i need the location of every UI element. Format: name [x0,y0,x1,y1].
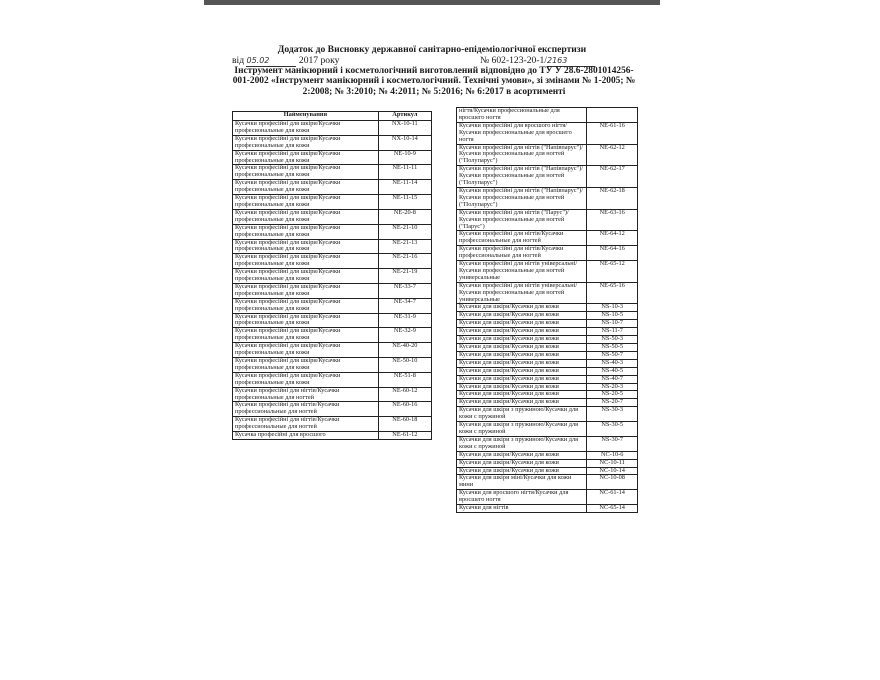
article-code-cell: NS-50-5 [587,344,638,352]
product-name-cell: Кусачки для шкіри/Кусачки для кожи [457,336,587,344]
number-handwritten: 2163 [546,56,568,65]
product-name-cell: Кусачки професійні для шкіри/Кусачки професиональные для кожи [233,313,379,328]
article-code-cell: NC-65-14 [587,505,638,513]
article-code-cell: NX-10-14 [378,135,431,150]
article-code-cell: NE-32-9 [378,328,431,343]
scan-edge-mark [204,0,660,5]
product-name-cell: Кусачки для шкіри/Кусачки для кожи [457,399,587,407]
product-name-cell: Кусачки професійні для шкіри/Кусачки професиональные для кожи [233,254,379,269]
table-body-left [233,121,432,440]
product-table-right [456,107,638,513]
article-code-cell: NE-61-12 [378,432,431,440]
article-code-cell: NE-20-8 [378,209,431,224]
product-name-cell: Кусачки професійні для шкіри/Кусачки професиональные для кожи [233,209,379,224]
product-name-cell: Кусачки професійні для нігтів ("Напівпарус")/Кусачки профессиональные для ногтей ("Полупарус") [457,144,587,166]
product-name-cell: Кусачки професійні для нігтів/Кусачки профессиональные для ногтей [233,417,379,432]
product-name-cell: Кусачки професійні для шкіри/Кусачки професиональные для кожи [233,328,379,343]
product-name-cell: Кусачки для шкіри/Кусачки для кожи [457,304,587,312]
article-code-cell: NS-20-3 [587,383,638,391]
article-code-cell: NE-21-10 [378,224,431,239]
table-row [233,195,432,210]
article-code-cell: NE-33-7 [378,283,431,298]
article-code-cell: NE-63-16 [587,209,638,231]
article-code-cell: NS-20-5 [587,391,638,399]
article-code-cell: NE-60-16 [378,402,431,417]
table-row [233,417,432,432]
product-name-cell: Кусачки для шкіри міні/Кусачки для кожи мини [457,475,587,490]
product-name-cell: Кусачка професійні для вросшого [233,432,379,440]
article-code-cell: NE-31-9 [378,313,431,328]
product-name-cell: Кусачки професійні для нігтів/Кусачки профессиональные для ногтей [233,402,379,417]
table-row [457,231,638,246]
article-code-cell: NE-64-12 [587,231,638,246]
table-row [233,150,432,165]
product-name-cell: Кусачки професійні для нігтів/Кусачки профессиональные для ногтей [457,246,587,261]
document-header [232,44,632,55]
article-code-cell: NE-60-12 [378,387,431,402]
date-year: 2017 року [298,55,340,66]
product-name-cell: Кусачки для шкіри/Кусачки для кожи [457,367,587,375]
column-header-code: Артикул [378,112,431,121]
article-code-cell: NE-10-9 [378,150,431,165]
article-code-cell: NE-64-16 [587,246,638,261]
product-name-cell: Кусачки для шкіри/Кусачки для кожи [457,328,587,336]
document-subtitle: Інструмент манікюрний і косметологічний виготовлений відповідно до ТУ У 28.6-2801014256-001-2002 «Інструмент манікюрний і косметологічний. Технічні умови», зі змінами № 1-2005; № 2:2008; № 3:2010; № 4:2011; № 5:2016; № 6:2017 в асортименті [232,66,636,97]
article-code-cell: NC-10-08 [587,475,638,490]
article-code-cell: NE-60-18 [378,417,431,432]
table-row [457,475,638,490]
document-title: Додаток до Висновку державної санітарно-епідеміологічної експертизи [277,44,587,55]
article-code-cell: NS-50-7 [587,351,638,359]
article-code-cell: NE-62-18 [587,187,638,209]
product-name-cell: Кусачки для шкіри/Кусачки для кожи [457,459,587,467]
product-name-cell: Кусачки професійні для шкіри/Кусачки професиональные для кожи [233,180,379,195]
product-name-cell: Кусачки професійні для шкіри/Кусачки професиональные для кожи [233,298,379,313]
article-code-cell: NS-11-7 [587,328,638,336]
table-row [233,224,432,239]
article-code-cell: NS-10-5 [587,312,638,320]
article-code-cell: NS-20-7 [587,399,638,407]
table-row [457,436,638,451]
article-code-cell: NE-62-12 [587,144,638,166]
article-code-cell: NE-40-20 [378,343,431,358]
table-row [233,209,432,224]
table-row [233,135,432,150]
table-row [457,282,638,304]
article-code-cell: NE-21-13 [378,239,431,254]
article-code-cell: NE-51-8 [378,372,431,387]
product-name-cell: Кусачки професійні для шкіри/Кусачки професиональные для кожи [233,165,379,180]
article-code-cell: NE-50-10 [378,358,431,373]
article-code-cell: NE-65-12 [587,261,638,283]
product-name-cell: Кусачки для вросшого нігтя/Кусачки для вросшего ногтя [457,490,587,505]
table-row [233,343,432,358]
product-name-cell: Кусачки для шкіри/Кусачки для кожи [457,383,587,391]
article-code-cell: NS-40-7 [587,375,638,383]
article-code-cell: NE-21-16 [378,254,431,269]
article-code-cell: NE-62-17 [587,166,638,188]
article-code-cell: NS-30-7 [587,436,638,451]
product-name-cell: Кусачки для шкіри/Кусачки для кожи [457,375,587,383]
product-name-cell: Кусачки для шкіри з пружиною/Кусачки для кожи с пружиной [457,422,587,437]
table-row [457,209,638,231]
product-name-cell: Кусачки для шкіри/Кусачки для кожи [457,344,587,352]
product-name-cell: Кусачки професійні для шкіри/Кусачки професиональные для кожи [233,372,379,387]
article-code-cell: NS-40-3 [587,359,638,367]
number-prefix: № 602-123-20-1/ [480,55,547,66]
product-name-cell: нігтя/Кусачки профессиональные для вросшего ногтя [457,108,587,123]
article-code-cell: NC-10-6 [587,451,638,459]
product-name-cell: Кусачки професійні для нігтів універсальні/Кусачки профессиональные для ногтей универсальные [457,261,587,283]
article-code-cell: NS-30-3 [587,407,638,422]
date-handwritten: 05.02 [246,56,270,65]
product-name-cell: Кусачки професійні для шкіри/Кусачки професиональные для кожи [233,239,379,254]
table-row [233,402,432,417]
table-row [233,432,432,440]
article-code-cell: NS-50-3 [587,336,638,344]
table-row [233,239,432,254]
table-row [457,422,638,437]
article-code-cell: NC-10-11 [587,459,638,467]
product-name-cell: Кусачки професійні для шкіри/Кусачки професиональные для кожи [233,195,379,210]
article-code-cell: NE-11-14 [378,180,431,195]
table-row [457,490,638,505]
table-row [457,166,638,188]
product-name-cell: Кусачки професійні для шкіри/Кусачки професиональные для кожи [233,150,379,165]
table-row [457,407,638,422]
article-code-cell: NX-10-11 [378,121,431,136]
article-code-cell: NC-10-14 [587,467,638,475]
product-name-cell: Кусачки професійні для нігтів/Кусачки професиональные для ногтей [233,387,379,402]
table-row [233,358,432,373]
table-row [457,122,638,144]
table-row [233,313,432,328]
product-name-cell: Кусачки професійні для шкіри/Кусачки професиональные для кожи [233,283,379,298]
product-name-cell: Кусачки для шкіри/Кусачки для кожи [457,351,587,359]
table-row [457,505,638,513]
table-row [233,165,432,180]
table-row [233,283,432,298]
table-body-right [457,108,638,513]
article-code-cell: NS-30-5 [587,422,638,437]
article-code-cell: NE-34-7 [378,298,431,313]
table-row [233,298,432,313]
product-name-cell: Кусачки професійні для нігтів ("Напівпарус")/Кусачки профессиональные для ногтей ("Полупарус") [457,187,587,209]
article-code-cell: NE-65-16 [587,282,638,304]
product-name-cell: Кусачки професійні для шкіри/Кусачки професиональные для кожи [233,135,379,150]
article-code-cell: NE-61-16 [587,122,638,144]
product-name-cell: Кусачки для шкіри/Кусачки для кожи [457,359,587,367]
article-code-cell: NE-11-15 [378,195,431,210]
column-header-name: Найменування [233,112,379,121]
article-code-cell: NE-11-11 [378,165,431,180]
article-code-cell: NE-21-19 [378,269,431,284]
table-row [457,451,638,459]
product-name-cell: Кусачки професійні для вросшого нігтя/Кусачки профессиональные для вросшего ногтя [457,122,587,144]
product-name-cell: Кусачки для нігтів [457,505,587,513]
article-code-cell: NS-10-7 [587,320,638,328]
table-row [457,187,638,209]
table-row [457,246,638,261]
table-row [457,144,638,166]
product-name-cell: Кусачки професійні для нігтів універсальні/Кусачки профессиональные для ногтей универсальные [457,282,587,304]
product-name-cell: Кусачки професійні для шкіри/Кусачки професиональные для кожи [233,269,379,284]
table-row [233,121,432,136]
product-name-cell: Кусачки для шкіри з пружиною/Кусачки для кожи с пружиной [457,407,587,422]
product-name-cell: Кусачки професійні для нігтів ("Напівпарус")/Кусачки профессиональные для ногтей ("Полупарус") [457,166,587,188]
table-row [457,367,638,375]
product-name-cell: Кусачки професійні для шкіри/Кусачки професиональные для кожи [233,343,379,358]
product-name-cell: Кусачки професійні для шкіри/Кусачки професиональные для кожи [233,121,379,136]
table-row [233,254,432,269]
date-prefix: від [232,55,245,66]
article-code-cell [587,108,638,123]
table-row [457,459,638,467]
table-row [457,375,638,383]
product-name-cell: Кусачки для шкіри/Кусачки для кожи [457,467,587,475]
product-name-cell: Кусачки професійні для нігтів ("Парус")/Кусачки профессиональные для ногтей ("Парус") [457,209,587,231]
product-name-cell: Кусачки для шкіри з пружиною/Кусачки для кожи с пружиной [457,436,587,451]
table-row [457,261,638,283]
article-code-cell: NC-61-14 [587,490,638,505]
table-row [233,328,432,343]
product-name-cell: Кусачки для шкіри/Кусачки для кожи [457,320,587,328]
table-row [233,372,432,387]
product-table-left [232,111,432,440]
article-code-cell: NS-10-3 [587,304,638,312]
table-row [457,108,638,123]
product-name-cell: Кусачки для шкіри/Кусачки для кожи [457,312,587,320]
product-name-cell: Кусачки професійні для шкіри/Кусачки професиональные для кожи [233,358,379,373]
table-row [233,180,432,195]
article-code-cell: NS-40-5 [587,367,638,375]
product-name-cell: Кусачки професійні для шкіри/Кусачки професиональные для кожи [233,224,379,239]
product-name-cell: Кусачки для шкіри/Кусачки для кожи [457,451,587,459]
product-name-cell: Кусачки професійні для нігтів/Кусачки профессиональные для ногтей [457,231,587,246]
table-row [233,269,432,284]
table-row [233,387,432,402]
product-name-cell: Кусачки для шкіри/Кусачки для кожи [457,391,587,399]
